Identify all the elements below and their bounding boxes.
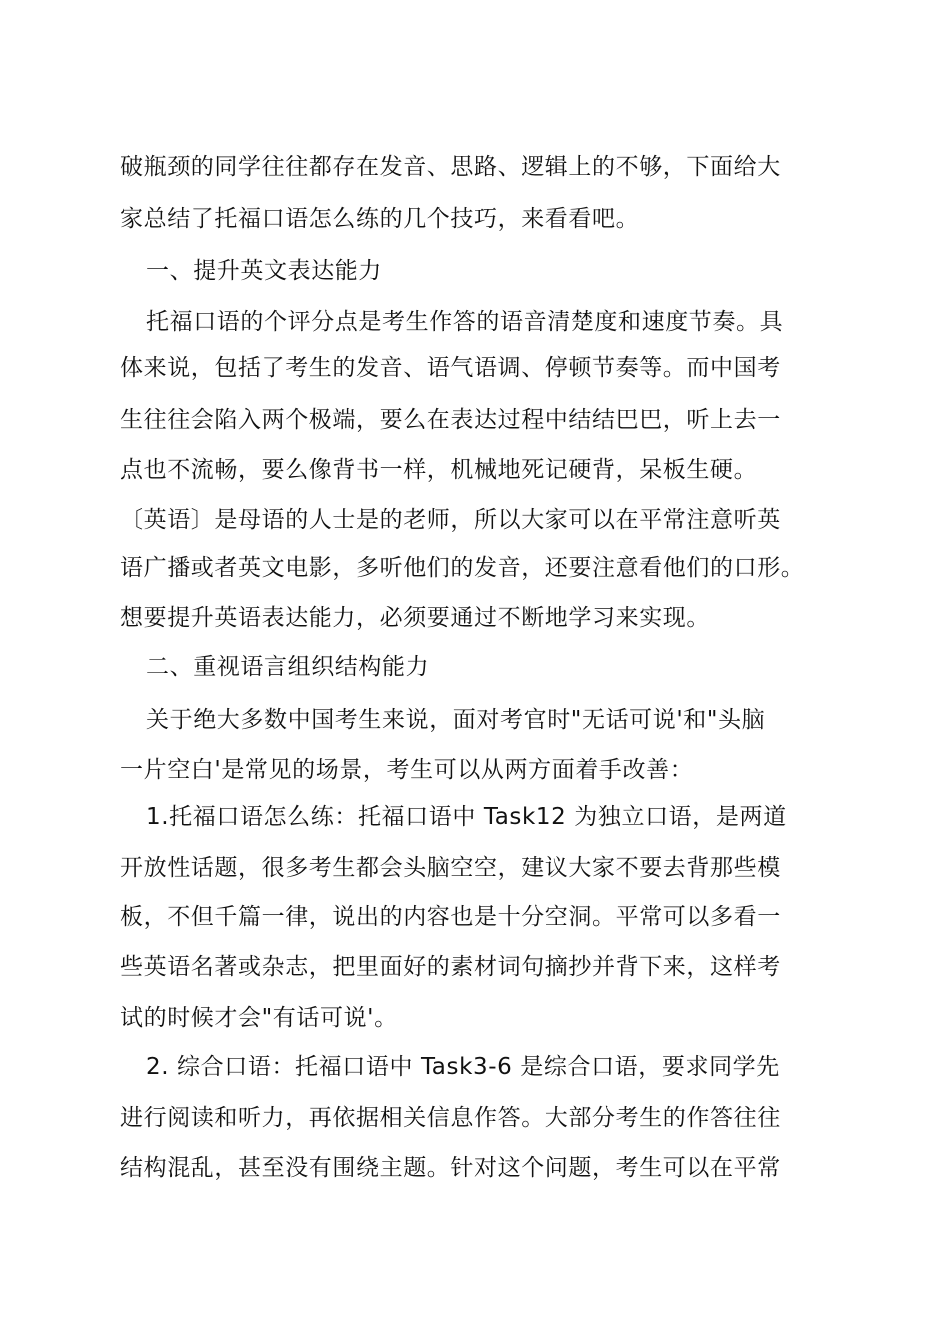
paragraph-line: 板，不但千篇一律，说出的内容也是十分空洞。平常可以多看一 xyxy=(120,904,781,930)
paragraph-line: 关于绝大多数中国考生来说，面对考官时"无话可说'和"头脑 xyxy=(146,707,766,733)
paragraph-line: 试的时候才会"有话可说'。 xyxy=(120,1005,398,1031)
paragraph-line: 破瓶颈的同学往往都存在发音、思路、逻辑上的不够，下面给大 xyxy=(120,154,781,180)
paragraph-line: 进行阅读和听力，再依据相关信息作答。大部分考生的作答往往 xyxy=(120,1105,781,1131)
paragraph-line: 家总结了托福口语怎么练的几个技巧，来看看吧。 xyxy=(120,206,640,232)
paragraph-line: 些英语名著或杂志，把里面好的素材词句摘抄并背下来，这样考 xyxy=(120,954,781,980)
paragraph-line: 想要提升英语表达能力，必须要通过不断地学习来实现。 xyxy=(120,605,710,631)
paragraph-line: 点也不流畅，要么像背书一样，机械地死记硬背，呆板生硬。 xyxy=(120,457,758,483)
paragraph-line: 语广播或者英文电影，多听他们的发音，还要注意看他们的口形。 xyxy=(120,555,805,581)
paragraph-line: 开放性话题，很多考生都会头脑空空，建议大家不要去背那些模 xyxy=(120,855,781,881)
paragraph-line: 〔英语〕是母语的人士是的老师，所以大家可以在平常注意听英 xyxy=(120,507,781,533)
list-item-line: 1.托福口语怎么练：托福口语中 Task12 为独立口语，是两道 xyxy=(146,804,787,830)
list-item-line: 2. 综合口语：托福口语中 Task3-6 是综合口语，要求同学先 xyxy=(146,1054,780,1080)
paragraph-line: 体来说，包括了考生的发音、语气语调、停顿节奏等。而中国考 xyxy=(120,355,781,381)
paragraph-line: 一片空白'是常见的场景，考生可以从两方面着手改善： xyxy=(120,757,694,783)
paragraph-line: 生往往会陷入两个极端，要么在表达过程中结结巴巴，听上去一 xyxy=(120,407,781,433)
section-heading: 一、提升英文表达能力 xyxy=(146,258,382,284)
section-heading: 二、重视语言组织结构能力 xyxy=(146,654,430,680)
paragraph-line: 托福口语的个评分点是考生作答的语音清楚度和速度节奏。具 xyxy=(146,309,784,335)
paragraph-line: 结构混乱，甚至没有围绕主题。针对这个问题，考生可以在平常 xyxy=(120,1155,781,1181)
